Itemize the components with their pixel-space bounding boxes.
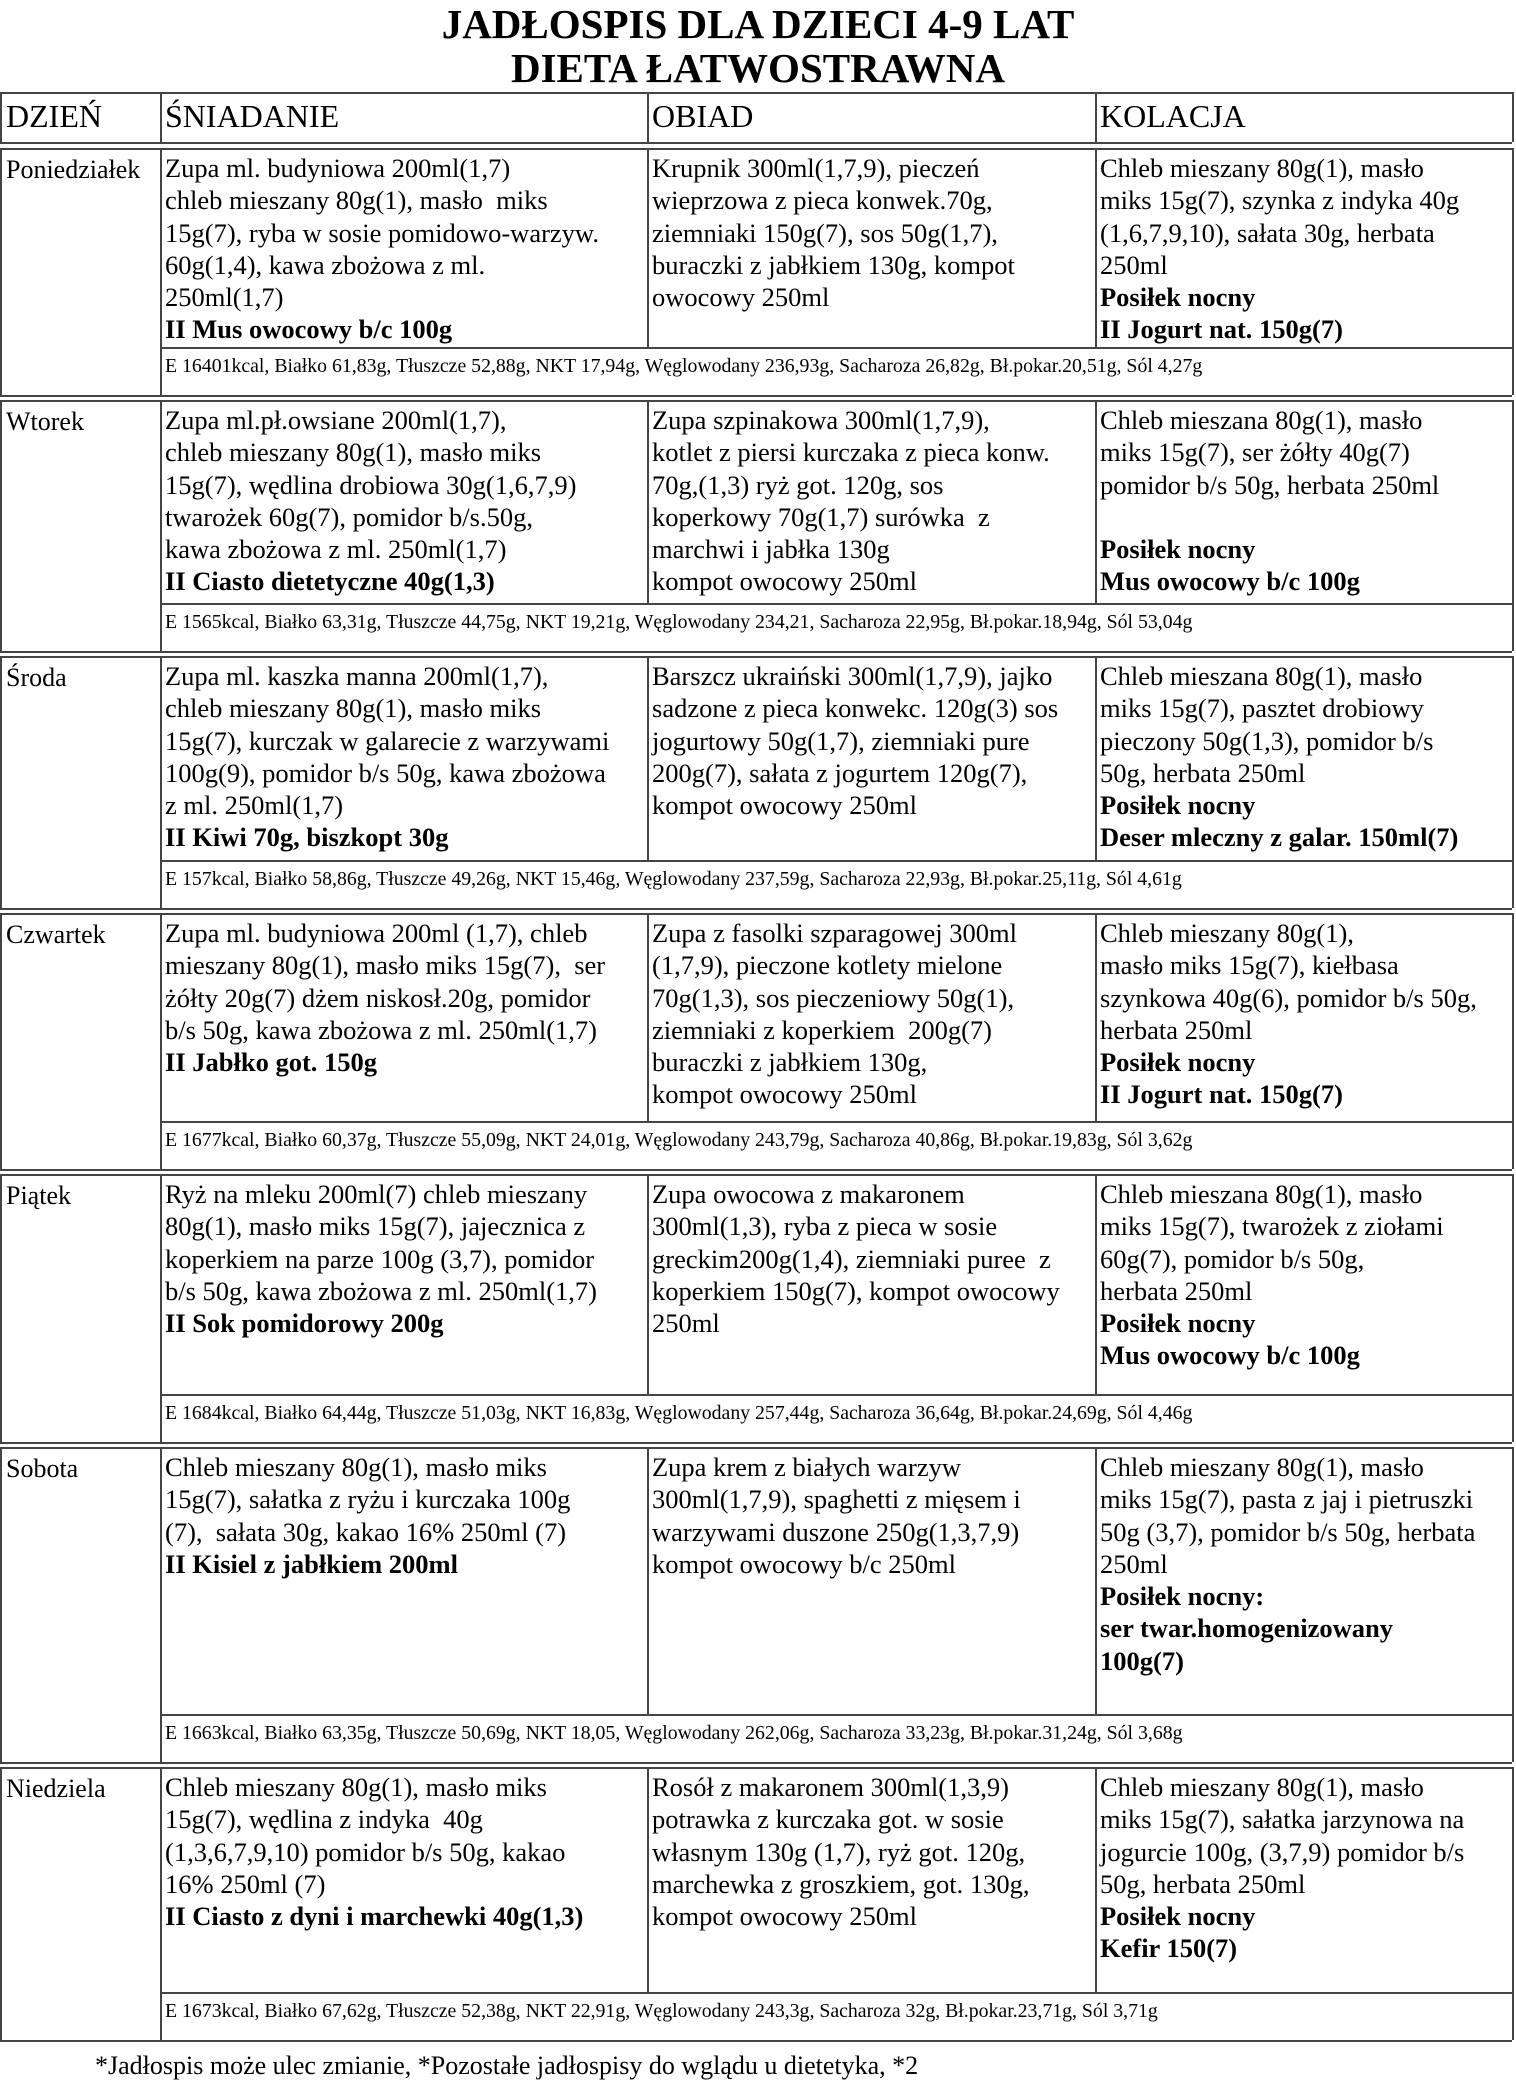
nutrition-summary: E 1673kcal, Białko 67,62g, Tłuszcze 52,38g, NKT 22,91g, Węglowodany 243,3g, Sacharoza 32g, Bł.pokar.23,71g, Sól 3,71g [165, 2000, 1158, 2022]
nutrition-top-border [160, 1394, 1512, 1396]
lunch-cell [652, 1771, 1030, 1932]
meal-line: Zupa ml. budyniowa 200ml(1,7) [165, 153, 511, 183]
meal-line [1100, 501, 1439, 533]
meal-line: Krupnik 300ml(1,7,9), pieczeń [652, 153, 980, 183]
meal-line: jogurcie 100g, (3,7,9) pomidor b/s [1100, 1836, 1465, 1867]
nutrition-top-border [160, 860, 1512, 862]
dinner-cell [1100, 660, 1458, 854]
row-left-border [0, 400, 2, 651]
meal-line: Zupa szpinakowa 300ml(1,7,9), [652, 405, 990, 435]
meal-line-bold: II Kiwi 70g, biszkopt 30g [165, 822, 449, 853]
meal-line: kompot owocowy 250ml [652, 1901, 917, 1932]
meal-column-border [1095, 656, 1097, 860]
meal-line: mieszany 80g(1), masło miks 15g(7), ser [165, 950, 606, 981]
meal-line: marchewka z groszkiem, got. 130g, [652, 1868, 1030, 1899]
meal-line: masło miks 15g(7), kiełbasa [1100, 950, 1399, 981]
meal-line: Zupa ml.pł.owsiane 200ml(1,7), [165, 405, 507, 435]
meal-line: Chleb mieszana 80g(1), masło [1100, 661, 1423, 691]
meal-line: (1,3,6,7,9,10) pomidor b/s 50g, kakao [165, 1836, 566, 1867]
meal-line: 50g, herbata 250ml [1100, 1868, 1306, 1899]
nutrition-top-border [160, 347, 1512, 349]
meal-line: Zupa ml. budyniowa 200ml (1,7), chleb [165, 918, 588, 948]
breakfast-cell [165, 404, 576, 598]
meal-line-bold: II Ciasto z dyni i marchewki 40g(1,3) [165, 1901, 584, 1932]
meal-line: twarożek 60g(7), pomidor b/s.50g, [165, 501, 533, 532]
meal-line-bold: Mus owocowy b/c 100g [1100, 1340, 1360, 1371]
meal-line: Chleb mieszana 80g(1), masło [1100, 1179, 1423, 1209]
menu-subtitle: DIETA ŁATWOSTRAWNA [510, 45, 1005, 91]
row-right-border [1512, 148, 1514, 395]
meal-line: kawa zbożowa z ml. 250ml(1,7) [165, 534, 507, 565]
breakfast-cell [165, 1771, 583, 1932]
meal-line: potrawka z kurczaka got. w sosie [652, 1804, 1004, 1835]
meal-line: 100g(9), pomidor b/s 50g, kawa zbożowa [165, 757, 606, 788]
nutrition-top-border [160, 1714, 1512, 1716]
meal-line-bold: ser twar.homogenizowany [1100, 1613, 1393, 1644]
row-right-border [1512, 1447, 1514, 1762]
row-top-border [0, 1174, 1512, 1176]
row-right-border [1512, 913, 1514, 1169]
day-column-border [160, 400, 162, 651]
header-column-border [0, 92, 2, 142]
meal-line: kompot owocowy 250ml [652, 790, 917, 821]
meal-line-bold: II Ciasto dietetyczne 40g(1,3) [165, 566, 495, 597]
meal-line: 250ml(1,7) [165, 282, 284, 313]
meal-line: ziemniaki z koperkiem 200g(7) [652, 1014, 992, 1045]
row-top-border [0, 913, 1512, 915]
meal-line-bold: Posiłek nocny [1100, 1901, 1256, 1932]
meal-line-bold: 100g(7) [1100, 1645, 1184, 1676]
day-column-border [160, 913, 162, 1169]
meal-line: 15g(7), kurczak w galarecie z warzywami [165, 725, 610, 756]
row-bottom-border [0, 1169, 1512, 1171]
row-right-border [1512, 1174, 1514, 1442]
meal-line: Barszcz ukraiński 300ml(1,7,9), jajko [652, 661, 1053, 691]
meal-column-border [647, 656, 649, 860]
meal-column-border [1095, 148, 1097, 347]
meal-line: greckim200g(1,4), ziemniaki puree z [652, 1243, 1051, 1274]
meal-line: chleb mieszany 80g(1), masło miks [165, 185, 548, 216]
dinner-cell [1100, 152, 1459, 346]
dinner-cell [1100, 917, 1477, 1111]
day-name: Wtorek [6, 407, 84, 436]
row-right-border [1512, 400, 1514, 651]
meal-line: 250ml [1100, 1548, 1168, 1579]
lunch-cell [652, 152, 1015, 313]
breakfast-cell [165, 917, 605, 1078]
day-column-border [160, 1174, 162, 1442]
meal-line: (7), sałata 30g, kakao 16% 250ml (7) [165, 1516, 567, 1547]
meal-line: pomidor b/s 50g, herbata 250ml [1100, 469, 1440, 500]
dinner-cell [1100, 1771, 1464, 1965]
header-column-border [1095, 92, 1097, 142]
row-top-border [0, 148, 1512, 150]
meal-line: b/s 50g, kawa zbożowa z ml. 250ml(1,7) [165, 1275, 597, 1306]
row-left-border [0, 1767, 2, 2040]
meal-line: sadzone z pieca konwekc. 120g(3) sos [652, 693, 1059, 724]
header-day: DZIEŃ [6, 98, 102, 134]
meal-line: szynkowa 40g(6), pomidor b/s 50g, [1100, 982, 1477, 1013]
meal-line: miks 15g(7), ser żółty 40g(7) [1100, 437, 1410, 468]
meal-line: Chleb mieszany 80g(1), [1100, 918, 1354, 948]
row-left-border [0, 913, 2, 1169]
nutrition-summary: E 1565kcal, Białko 63,31g, Tłuszcze 44,75g, NKT 19,21g, Węglowodany 234,21, Sacharoza 22,95g, Bł.pokar.18,94g, Sól 53,04g [165, 611, 1193, 633]
meal-line-bold: II Mus owocowy b/c 100g [165, 314, 453, 345]
meal-line: Zupa krem z białych warzyw [652, 1452, 962, 1482]
header-column-border [647, 92, 649, 142]
meal-line: 50g, herbata 250ml [1100, 757, 1306, 788]
meal-line-bold: Posiłek nocny: [1100, 1581, 1265, 1612]
meal-line-bold: Kefir 150(7) [1100, 1933, 1238, 1964]
meal-line: 80g(1), masło miks 15g(7), jajecznica z [165, 1211, 586, 1242]
meal-line: Zupa owocowa z makaronem [652, 1179, 965, 1209]
row-left-border [0, 1174, 2, 1442]
meal-line: 15g(7), wędlina drobiowa 30g(1,6,7,9) [165, 469, 577, 500]
meal-line: Chleb mieszany 80g(1), masło [1100, 1772, 1424, 1802]
meal-line-bold: II Jabłko got. 150g [165, 1047, 378, 1078]
header-breakfast: ŚNIADANIE [165, 98, 340, 134]
meal-line-bold: II Kisiel z jabłkiem 200ml [165, 1548, 458, 1579]
lunch-cell [652, 917, 1017, 1111]
meal-line: b/s 50g, kawa zbożowa z ml. 250ml(1,7) [165, 1014, 597, 1045]
meal-line: miks 15g(7), twarożek z ziołami [1100, 1211, 1444, 1242]
meal-line: ziemniaki 150g(7), sos 50g(1,7), [652, 217, 998, 248]
meal-line: 15g(7), ryba w sosie pomidowo-warzyw. [165, 217, 599, 248]
lunch-cell [652, 404, 1050, 598]
day-name: Czwartek [6, 920, 106, 949]
meal-line: z ml. 250ml(1,7) [165, 790, 344, 821]
meal-line-bold: Posiłek nocny [1100, 534, 1256, 565]
meal-line-bold: II Sok pomidorowy 200g [165, 1308, 444, 1339]
row-top-border [0, 1447, 1512, 1449]
meal-line: Chleb mieszana 80g(1), masło [1100, 405, 1423, 435]
row-left-border [0, 1447, 2, 1762]
meal-line: koperkiem 150g(7), kompot owocowy [652, 1275, 1060, 1306]
meal-line: Chleb mieszany 80g(1), masło miks [165, 1452, 547, 1482]
nutrition-summary: E 16401kcal, Białko 61,83g, Tłuszcze 52,88g, NKT 17,94g, Węglowodany 236,93g, Sacharoza 26,82g, Bł.pokar.20,51g, Sól 4,27g [165, 355, 1203, 377]
lunch-cell [652, 1451, 1021, 1580]
nutrition-summary: E 1677kcal, Białko 60,37g, Tłuszcze 55,09g, NKT 24,01g, Węglowodany 243,79g, Sacharoza 40,86g, Bł.pokar.19,83g, Sól 3,62g [165, 1129, 1193, 1151]
meal-line: 15g(7), wędlina z indyka 40g [165, 1804, 483, 1835]
row-top-border [0, 656, 1512, 658]
meal-line: 50g (3,7), pomidor b/s 50g, herbata [1100, 1516, 1476, 1547]
row-bottom-border [0, 2040, 1512, 2042]
meal-line: buraczki z jabłkiem 130g, [652, 1047, 928, 1078]
row-bottom-border [0, 1762, 1512, 1764]
meal-line: marchwi i jabłka 130g [652, 534, 890, 565]
header-top-border [0, 92, 1512, 94]
row-top-border [0, 400, 1512, 402]
row-bottom-border [0, 908, 1512, 910]
meal-line: kotlet z piersi kurczaka z pieca konw. [652, 437, 1050, 468]
lunch-cell [652, 1178, 1060, 1339]
meal-line: 16% 250ml (7) [165, 1868, 326, 1899]
dinner-cell [1100, 1178, 1444, 1372]
row-bottom-border [0, 1442, 1512, 1444]
dinner-cell [1100, 404, 1439, 598]
meal-line: 60g(1,4), kawa zbożowa z ml. [165, 249, 486, 280]
breakfast-cell [165, 660, 609, 854]
meal-line: kompot owocowy 250ml [652, 1079, 917, 1110]
meal-column-border [647, 400, 649, 603]
day-name: Piątek [6, 1181, 71, 1210]
header-dinner: KOLACJA [1100, 98, 1246, 134]
meal-column-border [647, 1174, 649, 1394]
dinner-cell [1100, 1451, 1475, 1677]
nutrition-summary: E 157kcal, Białko 58,86g, Tłuszcze 49,26g, NKT 15,46g, Węglowodany 237,59g, Sacharoza 22,93g, Bł.pokar.25,11g, Sól 4,61g [165, 868, 1182, 890]
meal-line: miks 15g(7), pasta z jaj i pietruszki [1100, 1484, 1474, 1515]
meal-line: Ryż na mleku 200ml(7) chleb mieszany [165, 1179, 588, 1209]
meal-line: warzywami duszone 250g(1,3,7,9) [652, 1516, 1020, 1547]
meal-line: 250ml [1100, 249, 1168, 280]
meal-line: własnym 130g (1,7), ryż got. 120g, [652, 1836, 1026, 1867]
meal-line: 250ml [652, 1308, 720, 1339]
meal-line: miks 15g(7), sałatka jarzynowa na [1100, 1804, 1465, 1835]
meal-column-border [1095, 1767, 1097, 1992]
day-column-border [160, 1447, 162, 1762]
day-name: Sobota [6, 1454, 79, 1483]
day-name: Niedziela [6, 1774, 106, 1803]
meal-line: 300ml(1,3), ryba z pieca w sosie [652, 1211, 998, 1242]
meal-line: Chleb mieszany 80g(1), masło miks [165, 1772, 547, 1802]
meal-line: buraczki z jabłkiem 130g, kompot [652, 249, 1015, 280]
meal-line: 70g(1,3), sos pieczeniowy 50g(1), [652, 982, 1015, 1013]
breakfast-cell [165, 1178, 597, 1339]
breakfast-cell [165, 1451, 570, 1580]
meal-line: pieczony 50g(1,3), pomidor b/s [1100, 725, 1434, 756]
nutrition-top-border [160, 1992, 1512, 1994]
menu-title: JADŁOSPIS DLA DZIECI 4-9 LAT [441, 1, 1075, 47]
meal-line: 70g,(1,3) ryż got. 120g, sos [652, 469, 944, 500]
meal-line-bold: Posiłek nocny [1100, 790, 1256, 821]
meal-line: koperkowy 70g(1,7) surówka z [652, 501, 990, 532]
meal-line: Chleb mieszany 80g(1), masło [1100, 153, 1424, 183]
meal-line: miks 15g(7), szynka z indyka 40g [1100, 185, 1460, 216]
meal-line: 200g(7), sałata z jogurtem 120g(7), [652, 757, 1028, 788]
lunch-cell [652, 660, 1058, 821]
meal-line: chleb mieszany 80g(1), masło miks [165, 693, 542, 724]
meal-line: miks 15g(7), pasztet drobiowy [1100, 693, 1424, 724]
day-column-border [160, 148, 162, 395]
header-column-border [160, 92, 162, 142]
meal-column-border [1095, 400, 1097, 603]
meal-line-bold: Posiłek nocny [1100, 282, 1256, 313]
meal-line: kompot owocowy b/c 250ml [652, 1548, 956, 1579]
meal-line: żółty 20g(7) dżem niskosł.20g, pomidor [165, 982, 591, 1013]
meal-line: Zupa ml. kaszka manna 200ml(1,7), [165, 661, 549, 691]
meal-line: wieprzowa z pieca konwek.70g, [652, 185, 993, 216]
meal-line: herbata 250ml [1100, 1275, 1253, 1306]
meal-line-bold: II Jogurt nat. 150g(7) [1100, 314, 1343, 345]
meal-line: koperkiem na parze 100g (3,7), pomidor [165, 1243, 595, 1274]
meal-line: Chleb mieszany 80g(1), masło [1100, 1452, 1424, 1482]
meal-line: kompot owocowy 250ml [652, 566, 917, 597]
row-bottom-border [0, 651, 1512, 653]
meal-line: Zupa z fasolki szparagowej 300ml [652, 918, 1017, 948]
day-name: Poniedziałek [6, 155, 141, 184]
meal-column-border [647, 148, 649, 347]
breakfast-cell [165, 152, 599, 346]
meal-column-border [1095, 1447, 1097, 1714]
meal-line: 60g(7), pomidor b/s 50g, [1100, 1243, 1365, 1274]
row-top-border [0, 1767, 1512, 1769]
meal-line-bold: II Jogurt nat. 150g(7) [1100, 1079, 1343, 1110]
day-name: Środa [6, 663, 67, 692]
footnote: *Jadłospis może ulec zmianie, *Pozostałe jadłospisy do wglądu u dietetyka, *2 [95, 2051, 919, 2080]
meal-column-border [647, 1767, 649, 1992]
meal-line: (1,7,9), pieczone kotlety mielone [652, 950, 1003, 981]
header-lunch: OBIAD [652, 98, 754, 134]
meal-line: herbata 250ml [1100, 1014, 1253, 1045]
meal-line: jogurtowy 50g(1,7), ziemniaki pure [652, 725, 1030, 756]
meal-column-border [1095, 913, 1097, 1121]
meal-column-border [1095, 1174, 1097, 1394]
meal-line: 300ml(1,7,9), spaghetti z mięsem i [652, 1484, 1021, 1515]
header-column-border [1512, 92, 1514, 142]
day-column-border [160, 656, 162, 908]
row-right-border [1512, 1767, 1514, 2040]
meal-line-bold: Posiłek nocny [1100, 1047, 1256, 1078]
meal-line: 15g(7), sałatka z ryżu i kurczaka 100g [165, 1484, 571, 1515]
nutrition-summary: E 1684kcal, Białko 64,44g, Tłuszcze 51,03g, NKT 16,83g, Węglowodany 257,44g, Sacharoza 36,64g, Bł.pokar.24,69g, Sól 4,46g [165, 1402, 1193, 1424]
meal-line: Rosół z makaronem 300ml(1,3,9) [652, 1772, 1009, 1802]
meal-line: chleb mieszany 80g(1), masło miks [165, 437, 542, 468]
meal-line-bold: Mus owocowy b/c 100g [1100, 566, 1360, 597]
header-bottom-border [0, 142, 1512, 144]
row-bottom-border [0, 395, 1512, 397]
row-left-border [0, 148, 2, 395]
nutrition-top-border [160, 603, 1512, 605]
day-column-border [160, 1767, 162, 2040]
meal-column-border [647, 913, 649, 1121]
meal-line: owocowy 250ml [652, 282, 830, 313]
meal-column-border [647, 1447, 649, 1714]
meal-line-bold: Posiłek nocny [1100, 1308, 1256, 1339]
row-left-border [0, 656, 2, 908]
nutrition-summary: E 1663kcal, Białko 63,35g, Tłuszcze 50,69g, NKT 18,05, Węglowodany 262,06g, Sacharoza 33,23g, Bł.pokar.31,24g, Sól 3,68g [165, 1722, 1183, 1744]
meal-line: (1,6,7,9,10), sałata 30g, herbata [1100, 217, 1435, 248]
nutrition-top-border [160, 1121, 1512, 1123]
meal-line-bold: Deser mleczny z galar. 150ml(7) [1100, 822, 1459, 853]
row-right-border [1512, 656, 1514, 908]
